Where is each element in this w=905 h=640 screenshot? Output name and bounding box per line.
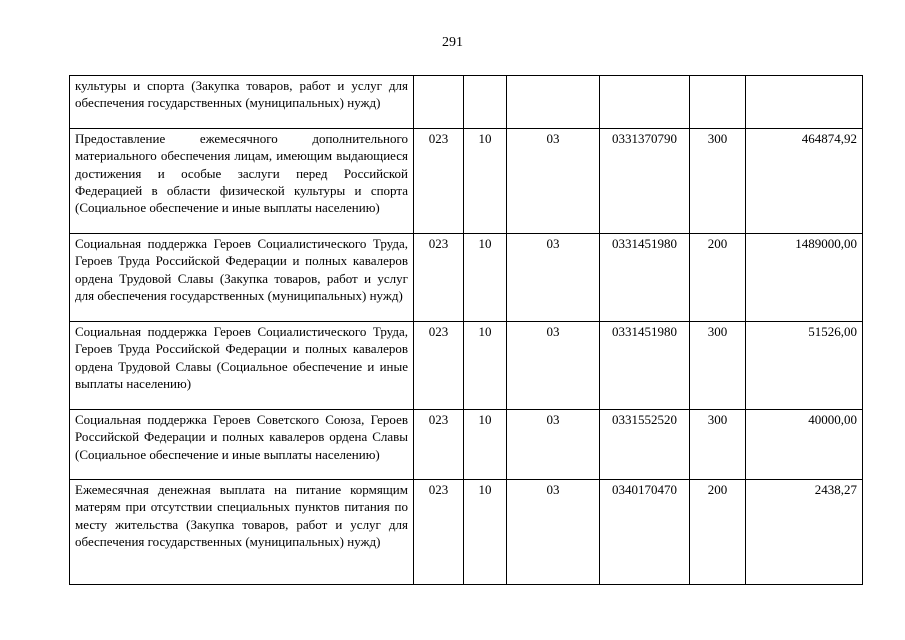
amount: 464874,92 (746, 129, 863, 234)
table-row (70, 410, 863, 480)
expense-type-code: 300 (690, 129, 746, 234)
ministry-code: 023 (414, 129, 464, 234)
ministry-code: 023 (414, 480, 464, 585)
table-row (70, 129, 863, 234)
expense-type-code: 200 (690, 234, 746, 322)
table-row (70, 76, 863, 129)
row-description: Социальная поддержка Героев Социалистического Труда, Героев Труда Российской Федерации и полных кавалеров ордена Трудовой Славы (Социальное обеспечение и иные выплаты населению) (70, 322, 414, 410)
subsection-code (507, 76, 600, 129)
row-description: Предоставление ежемесячного дополнительного материального обеспечения лицам, имеющим выдающиеся достижения и особые заслуги перед Российской Федерацией в области физической культуры и спорта (Социальное обеспечение и иные выплаты населению) (70, 129, 414, 234)
target-code: 0331451980 (600, 322, 690, 410)
subsection-code: 03 (507, 234, 600, 322)
row-description: Ежемесячная денежная выплата на питание кормящим матерям при отсутствии специальных пунктов питания по месту жительства (Закупка товаров, работ и услуг для обеспечения государственных (муниципальных) нужд) (70, 480, 414, 585)
expense-type-code: 300 (690, 322, 746, 410)
amount: 2438,27 (746, 480, 863, 585)
target-code: 0340170470 (600, 480, 690, 585)
amount: 40000,00 (746, 410, 863, 480)
amount: 51526,00 (746, 322, 863, 410)
table-row (70, 234, 863, 322)
target-code (600, 76, 690, 129)
subsection-code: 03 (507, 480, 600, 585)
ministry-code (414, 76, 464, 129)
section-code: 10 (464, 129, 507, 234)
subsection-code: 03 (507, 129, 600, 234)
amount: 1489000,00 (746, 234, 863, 322)
section-code: 10 (464, 234, 507, 322)
section-code: 10 (464, 480, 507, 585)
subsection-code: 03 (507, 322, 600, 410)
table-row (70, 322, 863, 410)
ministry-code: 023 (414, 234, 464, 322)
target-code: 0331451980 (600, 234, 690, 322)
subsection-code: 03 (507, 410, 600, 480)
expense-type-code (690, 76, 746, 129)
target-code: 0331370790 (600, 129, 690, 234)
ministry-code: 023 (414, 410, 464, 480)
target-code: 0331552520 (600, 410, 690, 480)
section-code: 10 (464, 410, 507, 480)
section-code (464, 76, 507, 129)
table-row (70, 480, 863, 585)
ministry-code: 023 (414, 322, 464, 410)
page-number: 291 (442, 35, 463, 50)
expense-type-code: 200 (690, 480, 746, 585)
row-description: культуры и спорта (Закупка товаров, работ и услуг для обеспечения государственных (муниципальных) нужд) (70, 76, 414, 129)
budget-table (69, 75, 863, 585)
section-code: 10 (464, 322, 507, 410)
amount (746, 76, 863, 129)
expense-type-code: 300 (690, 410, 746, 480)
row-description: Социальная поддержка Героев Советского Союза, Героев Российской Федерации и полных кавалеров ордена Славы (Социальное обеспечение и иные выплаты населению) (70, 410, 414, 480)
row-description: Социальная поддержка Героев Социалистического Труда, Героев Труда Российской Федерации и полных кавалеров ордена Трудовой Славы (Закупка товаров, работ и услуг для обеспечения государственных (муниципальных) нужд) (70, 234, 414, 322)
